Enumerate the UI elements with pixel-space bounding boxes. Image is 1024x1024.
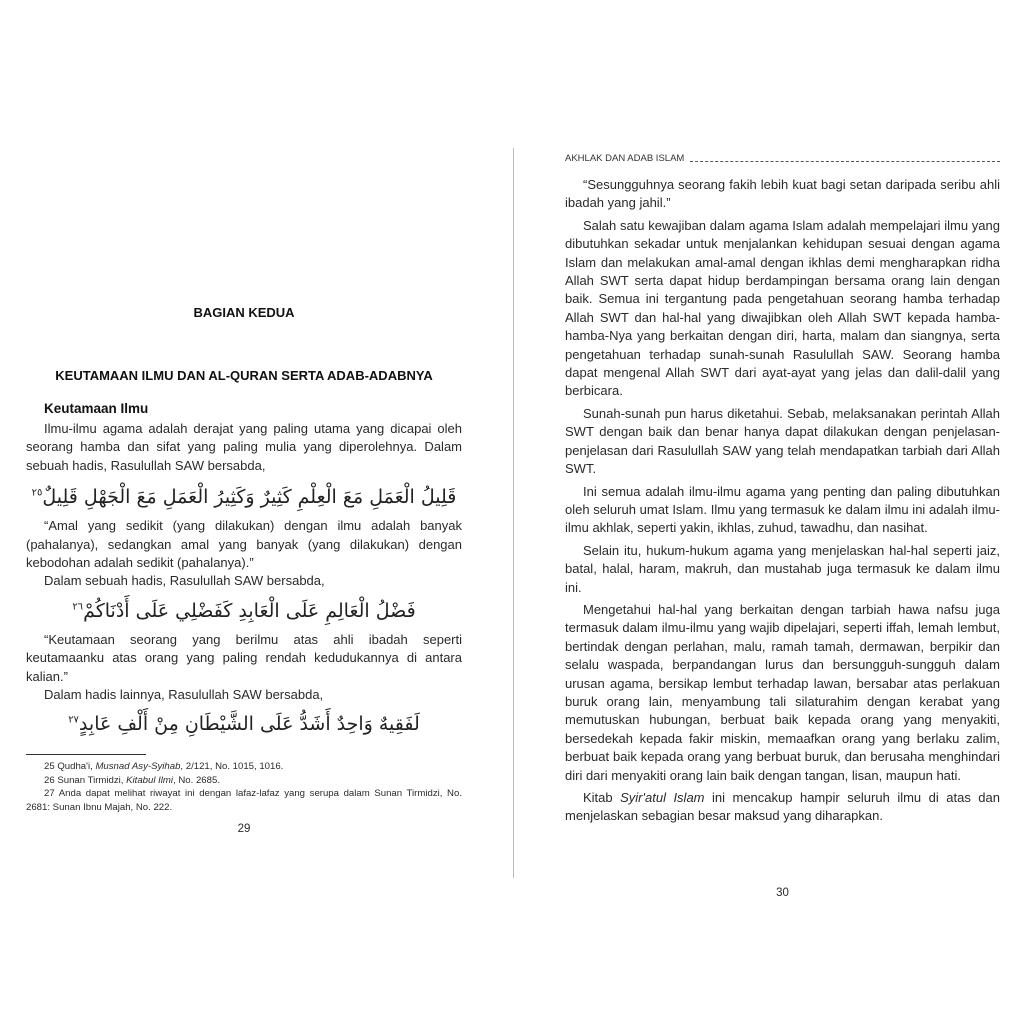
footnote-ref: ٢٦ [72,601,84,613]
footnote: 27 Anda dapat melihat riwayat ini dengan lafaz-lafaz yang serupa dalam Sunan Tirmidzi, No. 2681: Sunan Ibnu Majah, No. 222. [26,788,462,813]
left-page [26,0,462,1024]
footnotes [26,754,462,814]
paragraph: Sunah-sunah pun harus diketahui. Sebab, melaksanakan perintah Allah SWT dengan baik dan benar hanya dapat dilakukan dengan penjelasan-penjelasan dari Rasulullah SAW yang telah mendapatkan tarbiah dari Allah SWT. [565,405,1000,477]
paragraph: Ini semua adalah ilmu-ilmu agama yang penting dan paling dibutuhkan oleh seluruh umat Islam. Ilmu yang termasuk ke dalam ilmu ini adalah ilmu-ilmu akhlak, seperti yakin, ikhlas, zuhud, tawadhu, dan nasihat. [565,483,1000,536]
running-header-title: AKHLAK DAN ADAB ISLAM [565,153,685,164]
footnote-ref: ٢٥ [31,487,43,499]
chapter-title: KEUTAMAAN ILMU DAN AL-QURAN SERTA ADAB-ADABNYA [55,368,433,383]
paragraph: Selain itu, hukum-hukum agama yang menjelaskan hal-hal seperti jaiz, batal, halal, haram, makruh, dan mustahab juga termasuk ke dalam ilmu ini. [565,542,1000,595]
section-title: Keutamaan Ilmu [44,401,149,416]
footnote-rule [26,754,146,755]
header-dotted-line [690,161,1000,162]
arabic-hadith: لَفَقِيهٌ وَاحِدٌ أَشَدُّ عَلَى الشَّيْطَانِ مِنْ أَلْفِ عَابِدٍ$^{٢٧}$ [68,713,420,736]
book-gutter [513,148,514,878]
page-number: 30 [776,886,789,899]
footnote: 26 Sunan Tirmidzi, Kitabul Ilmi, No. 2685. [44,774,220,786]
paragraph: Dalam hadis lainnya, Rasulullah SAW bersabda, [44,687,324,703]
paragraph: Dalam sebuah hadis, Rasulullah SAW bersabda, [44,573,325,589]
paragraph: Kitab Syir'atul Islam ini mencakup hampir seluruh ilmu di atas dan menjelaskan sebagian besar maksud yang diharapkan. [565,790,1000,824]
paragraph: Mengetahui hal-hal yang berkaitan dengan tarbiah hawa nafsu juga termasuk dalam ilmu-ilmu yang wajib dipelajari, seperti iffah, lemah lembut, bertindak dengan perlahan, malu, ramah tamah, dermawan, berpikir dan selalu waspada, berpandangan lurus dan bersungguh-sungguh dalam urusan agama, bersikap lembut terhadap lawan, bersabar atas perlakuan buruk orang lain, menyambung tali silaturahim dengan kerabat yang memutuskan hubungan, berbuat baik kepada orang yang menyakiti, bersedekah kepada fakir miskin, memaafkan orang yang berlaku zalim, berbuat baik kepada orang yang berbuat buruk, dan berusaha menghindari diri dari menyakiti orang lain baik dengan tangan, lisan, maupun hati. [565,601,1000,783]
footnote: 25 Qudha'i, Musnad Asy-Syihab, 2/121, No. 1015, 1016. [44,761,284,773]
paragraph: “Sesungguhnya seorang fakih lebih kuat bagi setan daripada seribu ahli ibadah yang jahil.” [565,177,1000,211]
part-title: BAGIAN KEDUA [193,305,295,320]
hadith-translation: “Amal yang sedikit (yang dilakukan) dengan ilmu adalah banyak (pahalanya), sedangkan amal yang banyak (yang dilakukan) dengan kebodohan adalah sedikit (pahalanya).” [26,518,462,571]
right-page [565,0,1000,1024]
left-body [26,305,462,836]
page-number: 29 [237,823,251,836]
running-header [565,153,1000,164]
footnote-ref: ٢٧ [68,715,79,727]
arabic-hadith: فَضْلُ الْعَالِمِ عَلَى الْعَابِدِ كَفَضْلِي عَلَى أَدْنَاكُمْ$^{٢٦}$ [72,599,416,622]
arabic-hadith: قَلِيلُ الْعَمَلِ مَعَ الْعِلْمِ كَثِيرٌ وَكَثِيرُ الْعَمَلِ مَعَ الْجَهْلِ قَلِيلٌ$^{٢٥}$ [31,486,457,509]
hadith-translation: “Keutamaan seorang yang berilmu atas ahli ibadah seperti keutamaanku atas orang yang paling rendah kedudukannya di antara kalian.” [26,631,462,684]
paragraph: Salah satu kewajiban dalam agama Islam adalah mempelajari ilmu yang dibutuhkan sekadar untuk menjalankan kehidupan sesuai dengan agama Islam dan melakukan amal-amal dengan ikhlas demi mengharapkan ridha Allah SWT serta dapat hidup berdampingan bersama orang lain dengan baik. Semua ini tergantung pada pengetahuan seorang hamba terhadap Allah SWT dan hal-hal yang diwajibkan oleh Allah SWT kepada hamba-hamba-Nya yang berkaitan dengan diri, harta, malam dan siangnya, serta pengetahuan terhadap sunah-sunah Rasulullah SAW. Seorang hamba dapat mengenal Allah SWT dari ayat-ayat yang jelas dan dalil-dalil yang berbicara. [565,217,1000,399]
body-text [565,176,1000,900]
paragraph: Ilmu-ilmu agama adalah derajat yang paling utama yang dicapai oleh seorang hamba dan sifat yang paling mulia yang diperolehnya. Dalam sebuah hadis, Rasulullah SAW bersabda, [26,421,462,473]
